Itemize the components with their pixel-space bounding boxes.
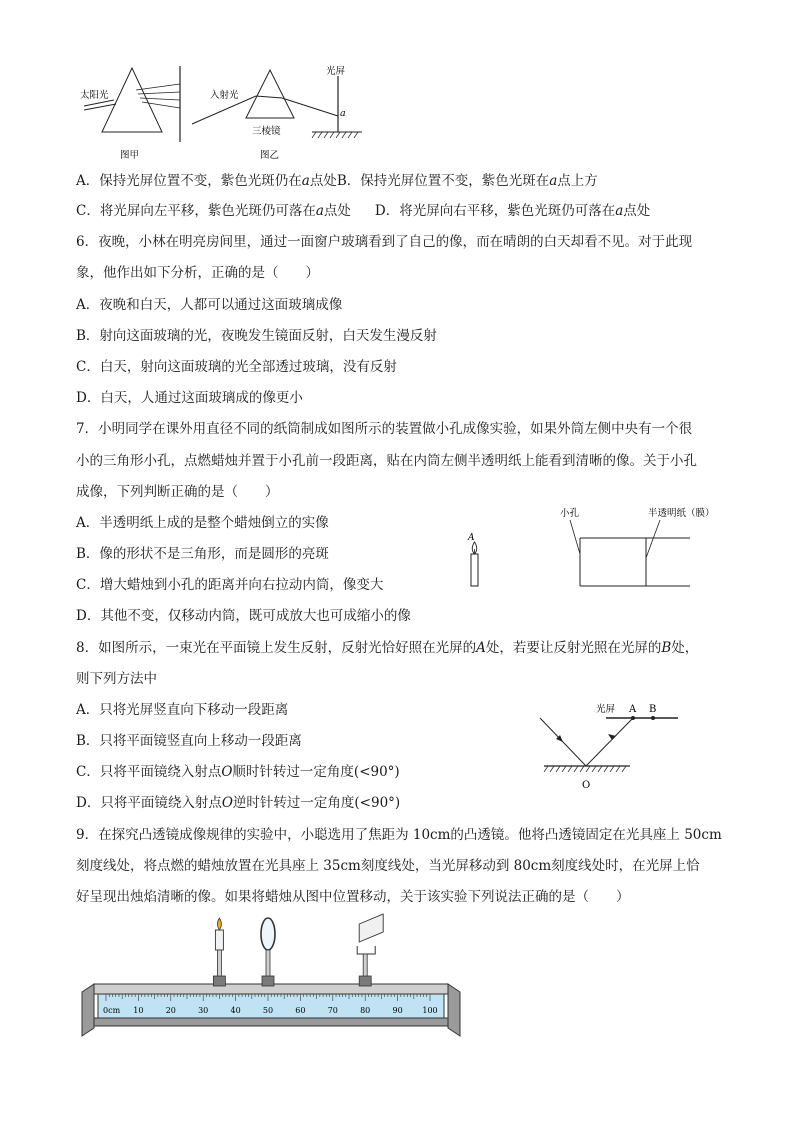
prism-yi [246, 70, 294, 118]
q6-option-c: C．白天，射向这面玻璃的光全部透过玻璃，没有反射 [76, 359, 397, 375]
sunlight-ray [138, 92, 180, 94]
ruler-tick-label: 20 [165, 1006, 176, 1015]
ruler-tick-label: 100 [422, 1006, 438, 1015]
q8-option-d: D．只将平面镜绕入射点O逆时针转过一定角度(<90°) [76, 795, 401, 811]
sunlight-ray [136, 84, 180, 90]
ruler-tick-label: 10 [133, 1006, 144, 1015]
candle-label-a: A [468, 533, 475, 543]
bench-base [82, 984, 94, 1036]
q5-option-ab: A．保持光屏位置不变，紫色光斑仍在a点处B．保持光屏位置不变，紫色光斑在a点上方 [76, 173, 598, 189]
figure-yi-caption: 图乙 [260, 150, 280, 161]
screen-label: 光屏 [326, 66, 346, 77]
ruler-tick-label: 80 [360, 1006, 371, 1015]
hole-leader [570, 520, 580, 554]
q8-option-c: C．只将平面镜绕入射点O顺时针转过一定角度(<90°) [76, 764, 400, 780]
q8-option-a: A．只将光屏竖直向下移动一段距离 [76, 702, 289, 718]
q6-stem-line1: 6．夜晚，小林在明亮房间里，通过一面窗户玻璃看到了自己的像，而在晴朗的白天却看不见。对于此现 [76, 234, 693, 250]
q9-stem-line1: 9．在探究凸透镜成像规律的实验中，小聪选用了焦距为 10cm的凸透镜。他将凸透镜固定在光具座上 50cm [76, 827, 722, 843]
prism-jia [102, 68, 162, 132]
q6-stem-line2: 象，他作出如下分析，正确的是（ ） [76, 265, 319, 281]
candle [467, 533, 478, 586]
ruler-tick-label: 50 [262, 1006, 274, 1015]
mirror-hatch [544, 766, 626, 772]
prism-figures [76, 62, 376, 162]
figure-jia [80, 66, 180, 161]
point-b-label: B [649, 704, 657, 715]
q6-option-d: D．白天，人通过这面玻璃成的像更小 [76, 390, 303, 406]
figure-yi [192, 65, 362, 161]
sunlight-ray [142, 102, 180, 108]
candle-on-bench [213, 918, 225, 986]
point-a-label: a [340, 108, 346, 119]
bench-base [448, 984, 460, 1036]
q7-option-b: B．像的形状不是三角形，而是圆形的亮斑 [76, 546, 329, 562]
outer-tube [580, 538, 690, 586]
sun-label: 太阳光 [80, 90, 109, 101]
figure-jia-caption: 图甲 [120, 150, 140, 161]
q7-option-d: D．其他不变，仅移动内筒，既可成放大也可成缩小的像 [76, 608, 411, 624]
bench-front [94, 1018, 448, 1026]
ruler-tick-label: 70 [327, 1006, 338, 1015]
q8-option-b: B．只将平面镜竖直向上移动一段距离 [76, 733, 302, 749]
ruler-tick-label: 40 [230, 1006, 241, 1015]
incident-label: 入射光 [210, 90, 239, 101]
q6-option-b: B．射向这面玻璃的光，夜晚发生镜面反射，白天发生漫反射 [76, 328, 437, 344]
q5-option-cd: C．将光屏向左平移，紫色光斑仍可落在a点处 D．将光屏向右平移，紫色光斑仍可落在a点处 [76, 203, 651, 219]
outgoing-ray [282, 98, 338, 116]
point-a-label: A [629, 704, 637, 715]
ruler-tick-label: 90 [392, 1006, 403, 1015]
reflected-ray [586, 718, 633, 766]
q8-stem-line1: 8．如图所示，一束光在平面镜上发生反射，反射光恰好照在光屏的A处，若要让反射光照在光屏的B处， [76, 640, 699, 656]
paper-leader [646, 520, 660, 558]
convex-lens-on-bench [261, 918, 275, 986]
pinhole-label: 小孔 [560, 508, 580, 519]
pinhole-figure [460, 502, 715, 598]
optical-bench-figure [76, 914, 466, 1038]
prism-label: 三棱镜 [252, 126, 281, 137]
screen-label: 光屏 [596, 704, 616, 715]
ruler-tick-label: 30 [198, 1006, 209, 1015]
q7-stem-line2: 小的三角形小孔，点燃蜡烛并置于小孔前一段距离，贴在内筒左侧半透明纸上能看到清晰的像。关于小孔 [76, 453, 697, 469]
inner-ray [256, 96, 282, 98]
q7-stem-line1: 7．小明同学在课外用直径不同的纸筒制成如图所示的装置做小孔成像实验，如果外筒左侧中央有一个很 [76, 421, 693, 437]
paper-label: 半透明纸（膜） [648, 508, 715, 519]
q7-option-a: A．半透明纸上成的是整个蜡烛倒立的实像 [76, 515, 329, 531]
q9-stem-line2: 刻度线处，将点燃的蜡烛放置在光具座上 35cm刻度线处，当光屏移动到 80cm刻度线处时，在光屏上恰 [76, 858, 700, 874]
ruler-tick-label: 0cm [103, 1006, 121, 1015]
ground-hatch [312, 132, 358, 138]
q9-stem-line3: 好呈现出烛焰清晰的像。如果将蜡烛从图中位置移动，关于该实验下列说法正确的是（ ） [76, 889, 630, 905]
reflection-figure [530, 696, 690, 796]
reflected-arrow [608, 734, 616, 740]
light-screen-on-bench [357, 914, 383, 986]
point-o-label: O [582, 780, 591, 791]
q7-option-c: C．增大蜡烛到小孔的距离并向右拉动内筒，像变大 [76, 577, 384, 593]
point-b-dot [651, 716, 655, 720]
q8-stem-line2: 则下列方法中 [76, 671, 157, 687]
q7-stem-line3: 成像，下列判断正确的是（ ） [76, 484, 279, 500]
q6-option-a: A．夜晚和白天，人都可以通过这面玻璃成像 [76, 297, 343, 313]
ruler-tick-label: 60 [295, 1006, 306, 1015]
